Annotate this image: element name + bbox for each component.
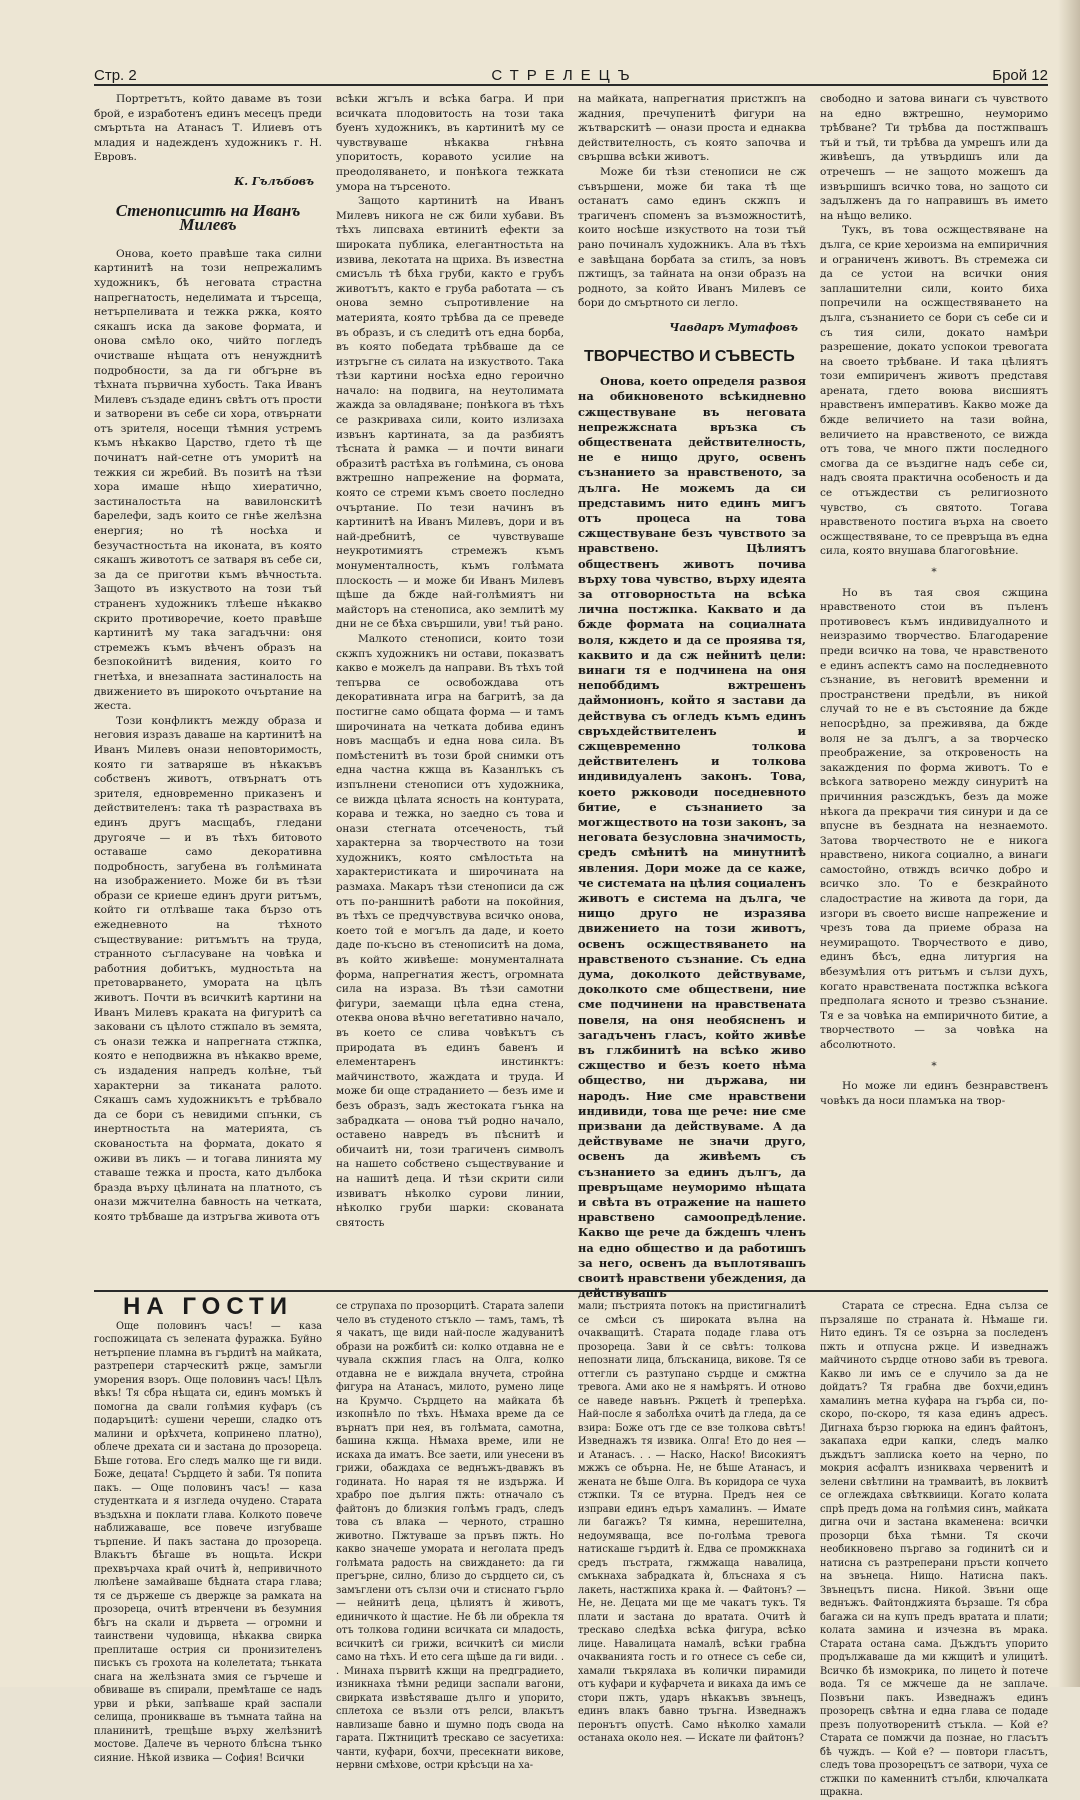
story-na-gosti <box>94 1293 1048 1798</box>
paragraph: Още половинъ часъ! — каза госпожицата съ зелената фуражка. Буйно нетърпение пламна въ гърдитѣ на майката, разтрепери старческитѣ ржце, замъгли уморения взоръ. Още половинъ часъ! Цѣлъ вѣкъ! Тя сбра нѣщата си, единъ момъкъ ѝ помогна да свали голѣмия куфаръ (съ подаръцитѣ: сушени череши, сладко отъ малини и орѣхчета, коприненo платно), облече дрехата си и застана до прозореца. Бѣше готова. Его следъ малко ще ги види. Боже, децата! Сърдцето ѝ заби. Тя попита пакъ. — Още половинъ часъ! — каза студентката и я изгледа очудено. Старата въздъхна и поклати глава. Колкото повече наближаваше, все повече изгубваше търпение. И пакъ застана до прозореца. Влакътъ бѣгаше въ нощьта. Искри прехвърчаха край очитѣ ѝ, непривичното люлѣене замайваше бѣдната стара глава; тя се държеше съ двержце за рамката на прозореца, очитѣ втренчени въ безумния бѣгъ на скали и дървета — огромни и таинствени чудовища, нѣкаква свирка преплиташе острия си пронизителенъ писъкъ съ грохота на колелетата; тънката снага на желѣзната змия се гърчеше и обвиваше въ спирали, премѣташе се надъ урви и рѣки, запѣваше край заспали селища, проникваше въ тъмната тайна на планинитѣ, трещѣше върху желѣзнитѣ мостове. Далече въ черното блѣсна тънко сияние. Нѣкой извика — София! Всички <box>94 1320 322 1764</box>
paragraph: Но въ тая своя сжщина нравственото стои въ пъленъ противовесъ къмъ индивидуалното и неизразимо творчество. Благодарение преди всичко на това, че нравственото е единъ аспектъ само на последневното съзнание, въ неговитѣ временни и пространствени предѣли, въ никой случай то не е въ състояние да бжде непосрѣдно, за преживява, да бжде воля не за дългъ, а за творческо преображение, за откровеность на закаждения по форма животъ. То е всѣкога затворено между синуритѣ на причинния разсждъкъ, безъ да може нѣкога да прекрачи тия синури и да се впусне въ бездната на незнаемото. Затова творчеството не е никога нравствено, никога социално, а винаги самостойно, отвждъ всичко добро и всичко зло. То е безкрайното сладострастие на живота да гори, да изгори въ своето висше напрежение и чрезъ това да приеме образа на неумиращото. Творчеството е диво, единъ бѣсъ, една литургия на вбезумѣлия отъ ритъмъ и сълзи духъ, когато нравствената постжпка всѣкога предполага ясното и трезво съзнание. Тя е за човѣка на емпиричното битие, а творчеството — за човѣка на абсолютното. <box>820 586 1048 1051</box>
bold-article <box>578 374 806 1301</box>
column-4 <box>820 92 1048 1301</box>
top-articles <box>94 92 1048 1301</box>
story-column-4 <box>820 1300 1048 1800</box>
column-2 <box>336 92 564 1301</box>
author-signature: К. Гълъбовъ <box>234 174 314 188</box>
author-signature: Чавдаръ Мутафовъ <box>669 320 798 334</box>
paragraph: Тукъ, въ това осжществяване на дълга, се крие хероизма на емпиричния и ограниченъ животъ. Въ стремежа си да се устои на всички ония заплашителни сили, които биха попречили на осжществяването на дълга, съзнанието се бори съ себе си и съ тия сили, докато намѣри разрешение, докато успокои тревогата на своето трѣбване. И така цѣлиятъ този емпириченъ животъ представя арената, гдето воюва висшиятъ нравственъ императивъ. Какво може да бжде величието на тази война, величието на нравственото, се вижда отъ това, че много пжти последного смогва да се въздигне надъ себе си, надъ своята практична особеность и да се отъждестви съ религиозното чувство, съ святото. Тогава нравственото постига върха на своето осжществяване, то се превръща въ една сила, която внушава благоговѣние. <box>820 224 1048 558</box>
column-1 <box>94 92 322 1301</box>
paragraph: на майката, напрегнатия пристжпъ на жадния, пречупенитѣ фигури на жътварскитѣ — онази проста и еднаква действителность, съ която започва и свършва всѣки животъ. <box>578 93 806 164</box>
paragraph: Но може ли единъ безнравственъ човѣкъ да носи пламъка на твор- <box>820 1080 1048 1107</box>
story-column-1 <box>94 1293 322 1800</box>
section-divider <box>94 1290 1048 1292</box>
article-title-creativity: ТВОРЧЕСТВО И СЪВЕСТЬ <box>584 347 795 365</box>
paragraph: мали; пъстрията потокъ на пристигналитѣ се смѣси съ широката вълна на очакващитѣ. Старата подаде глава отъ прозореца. Зави ѝ се свѣтъ: толкова непознати лица, блъсканица, викове. Тя се оттегли съ разтупано сърдце и смжтна тревога. Ами ако не я намѣрятъ. И отново се наведе навънъ. Ржцетѣ ѝ треперѣха. Най-после я заболѣха очитѣ да гледа, да се взира: Боже отъ где се взе толкова свѣтъ! Изведнажъ тя извика. Олга! Ето до нея — и Атанасъ. . . — Наско, Наско! Високиятъ мжжъ се обърна. Не, не бѣше Атанасъ, и жената не бѣше Олга. Въ коридора се чуха стжпки. Тя се втурна. Предъ нея се изправи единъ едъръ хамалинъ. — Имате ли багажъ? Тя кимна, нерешителна, недоумяваща, все по-голѣма тревога натискаше гърдитѣ ѝ. Едва се промжкнаха средъ пъстрата, гжмжаща навалица, смъкнаха забрадката ѝ, блъснаха я съ лакеть, настжпиха крака ѝ. — Файтонъ? — Не, не. Децата ми ще ме чакатъ тукъ. Тя плати и застана до вратата. Очитѣ ѝ трескаво следѣха всѣка фигура, всѣко лице. Навалицата намалѣ, всѣки грабна очакванията гость и го отнесе съ себе си, хамали тъкрялаха въ колички пирамиди отъ куфари и куфарчета и викаха да имъ се стори пжть, ударъ нѣкакъвъ звънецъ, единъ влакъ бавно тръгна. Изведнажъ перонътъ опустѣ. Само нѣколко хамали останаха около нея. — Искате ли файтонъ? <box>578 1301 806 1744</box>
column-3 <box>578 92 806 1301</box>
paragraph: се струпаха по прозорцитѣ. Старата залепи чело въ студеното стъкло — тамъ, тамъ, тѣ я чакатъ, ще види най-после жадуванитѣ образи на рожбитѣ си: колко отдавна не е чувала скжпия гласъ на Олга, колко отдавна не е виждала внучета, стройна фигура на Атанасъ, милото, румено лице на Крумчо. Сърдцето на майката бѣ изкопнѣло по тѣхъ. Нѣмаха време да се върнатъ при нея, въ голѣмата, самотна, башина кжща. Нѣмаха време, или не искаха да иматъ. Все заети, или унесени въ грижи, обаждаха се веднъжъ-двавжъ въ годината. Но нарая тя не издържа. И храбро пое дългия пжть: отначало съ файтонъ до близкия голѣмъ градъ, следъ това съ влака — черното, страшно животно. Пжтуваше за пръвъ пжть. Но какво значеше умората и неголата предъ голѣмата радость на свиждането: да ги прегърне, силно, близо до сърдцето си, съ замъглени отъ сълзи очи и стиснато гърло — нейнитѣ деца, цѣлиятъ ѝ животъ, единичкото ѝ щастие. Не бѣ ли обрекла тя отъ толкова години всичката си младость, всичкитѣ си грижи, всичкитѣ си мисли само на тѣхъ. И ето сега щѣше да ги види. . . Минаха първитѣ кжщи на предградието, изникнаха тѣмни редици заспали вагони, свирката извѣстяваше дълго и упорито, сплетоха се възли отъ релси, влакътъ навлизаше бавно и шумно подъ свода на гарата. Пжтницитѣ трескаво се засуетиха: чанти, куфари, бохчи, пресекнати викове, нервни смѣхове, остри крѣсъци на ха- <box>336 1301 564 1771</box>
page-edge-shadow <box>1058 0 1080 1687</box>
paragraph: Онова, което определя развоя на обикновеното всѣкидневно сжществуване въ неговата непрежжсната връзка съ обществената действителность, не е нищо друго, освенъ съзнанието за нравственото, за дълга. Не можемъ да си представимъ нито единъ мигъ отъ процеса на това сжществуване безъ чувството за нравствено. Цѣлиятъ общественъ животъ почива върху това чувство, върху идеята за отговорностьта на всѣка лична постжпка. Каквато и да бжде формата на социалната воля, кждето и да се прояява тя, каквито и да сж нейнитѣ цели: винаги тя е подчинена на оня непоббдимъ вжтрешенъ даймонионъ, който я застави да действува съ огледъ къмъ единъ свръхдействителенъ и сжщевременно толкова действителенъ и толкова индивидуаленъ законъ. Това, което ржководи поседневното битие, е съзнанието за могжществото на този законъ, за неговата безусловна значимость, средъ смѣнитѣ на минутнитѣ явления. Дори може да се каже, че системата на цѣлия социаленъ животъ е система на дълга, че нищо друго не изразява движението на този животъ, освенъ осжществяването на нравственото съзнание. Съ една дума, доколкото действуваме, доколкото сме обществени, ние сме подчинени на нравствената повеля, на оня необясненъ и загадъченъ гласъ, който живѣе въ глжбинитѣ на всѣко живо сжщество и безъ което нѣма общество, ни държава, ни народъ. Ние сме нравствени индивиди, това ще рече: ние сме призвани да действуваме. А да действуваме не значи друго, освенъ да живѣемъ съ съзнанието за единъ дългъ, да превръщаме неуморимо нѣщата и свѣта въ отражение на нашето нравствено самоопредѣление. Какво ще рече да бждешъ членъ на едно общество и да работишъ за него, освенъ да въплотявашъ своитѣ нравствени убеждения, да действувашъ <box>578 374 807 1301</box>
paragraph: Защото картинитѣ на Иванъ Милевъ никога не сж били хубави. Въ тѣхъ липсваха евтинитѣ ефекти за широката публика, елегантностьта на извива, лекотата на щриха. Въ известна смисъль тѣ бѣха груби, както е грубъ животътъ, както е груба работата — съ онова земно съпротивление на материята, която трѣбва да се преведе въ образъ, и съ следитѣ отъ една борба, въ която победата трѣбваше да се изтръгне съ силата на изкуството. Така тѣзи картини носѣха едно героично начало: на подвига, на неутолимата жажда за овладяване; понѣкога въ тѣхъ се разкриваха сили, които излизаха извънъ картината, за да разбиятъ тѣсната ѝ рамка — и почти винаги образитѣ растѣха въ голѣмина, съ онова вжтрешно напрежение на формата, която се стреми къмъ своето последно очъртание. По тези начинъ въ картинитѣ на Иванъ Милевъ, дори и въ най-дребнитѣ, се чувствуваше неукротимиятъ стремежъ къмъ монументалность, къмъ голѣмата плоскость — и може би Иванъ Милевъ щѣше да бжде най-голѣмиятъ ни майсторъ на стенописа, ако землитѣ му дни не се бѣха свършили, уви! тъй рано. <box>336 195 564 631</box>
paragraph: Старата се стресна. Една сълза се пързаляше по странатa ѝ. Нѣмаше ги. Нито единъ. Тя се озърна за последенъ пжть и отпусна ржце. И изведнажъ майчиното сърдце отново заби въ тревога. Какво ли имъ се е случило за да не дойдатъ? Тя грабна две бохчи,единъ хамалинъ метна куфара на гърба си, по-скоро, по-скоро, тя каза единъ адресъ. Дигнаха бързо гюрюка на единъ файтонъ, закапаха едри капки, следъ малко дъждътъ заплиска което на черно, по мокрия асфалтъ изникваха червенитѣ и зелени свѣтлини на трамваитѣ, въ локвитѣ се оглеждаха свѣтквиици. Когато колата спрѣ предъ дома на голѣмия синъ, майката дигна очи и застана вкаменена: всички прозорци бѣха тѣмни. Тя скочи необикновено пъргаво за годинитѣ си и натисна съ разтреперани пръсти копчето на звънеца. Нищо. Натисна пакъ. Звънецътъ писна. Никой. Звъни още веднъжъ. Файтонджията бързаше. Тя сбра багажа си на купъ предъ вратата и плати; колата замина и изчезна въ мрака. Старата остана сама. Дъждътъ упорито продължаваше да ми кжщитѣ и улицитѣ. Всичко бѣ измокрика, по лицето ѝ потече вода. Тя се мжчеше да не заплаче. Позвъни пакъ. Изведнажъ единъ прозорецъ свѣтна и една глава се подаде презъ полуотворенитѣ стъкла. — Кой е? Старата се помжчи да познае, но гласътъ бѣ чуждъ. — Кой е? — повтори гласътъ, следъ това прозорецътъ се затвори, чуха се стжпки по каменнитѣ стълби, ключалката щракна. <box>820 1301 1048 1798</box>
page-header <box>94 58 1048 86</box>
page-number: Стр. 2 <box>94 67 137 84</box>
section-separator: * <box>931 566 937 578</box>
portrait-note: Портретътъ, който даваме въ този брой, е изработенъ единъ месецъ преди смъртьта на Атанасъ Т. Илиевъ отъ младия и надежденъ художникъ г. Н. Евровъ. <box>94 93 322 164</box>
paragraph: Този конфликтъ между образа и неговия изразъ даваше на картинитѣ на Иванъ Милевъ онази неповторимость, която ги затваряше въ нѣкакъвъ собственъ животъ, отвърнатъ отъ зрителя, едновременно приказенъ и действителенъ: така тѣ разрастваха въ единъ другъ масщабъ, гледани другояче — и въ тѣхъ битовото оставаше само декоративна подробность, загубена въ голѣмината на изображението. Може би въ тѣзи образи се криеше единъ други ритъмъ, който ги отлѣваше така бързо отъ ежедневното на тѣхното съществувание: ритъмътъ на труда, странното съгласуване на човѣка и работния добитъкъ, мудностьта на претоварването, умората на цѣлъ животъ. Почти въ всичкитѣ картини на Иванъ Милевъ краката на фигуритѣ са заковани съ цѣлото стжпало въ земята, съ онази тежка и напрегната стжпка, която е неподвижна въ нѣкакво време, съ издадения напредъ колѣне, тъй характерни за тиканата ралото. Сякашъ самъ художникътъ е трѣбвало да се бори съ невидими спънки, съ инертностьта на материята, съ скованостьта на формата, докато я оживи въ ликъ — и тогава линията му ставаше тежка и проста, като дълбока бразда върху цѣлината на платното, съ онази мжчителна бавность на четката, която трѣбваше да изтръгва живота отъ <box>94 714 322 1223</box>
story-column-2 <box>336 1300 564 1800</box>
paragraph: Онова, което правѣше така силни картинитѣ на този непрежалимъ художникъ, бѣ неговата страстна напрегнатость, неделимата и търсеща, нетърпеливата и тежка ржка, която сякашъ иска да закове формата, и онова смѣло око, чийто погледъ очистваше нѣщата отъ ненужднитѣ подробности, за да ги обгърне въ тѣхната първична хубость. Така Иванъ Милевъ създаде единъ свѣтъ отъ прости и затворени въ себе си хора, отвърнати отъ зрителя, носещи тѣмния устремъ къмъ нѣкакво Царство, гдето тѣ ще починатъ най-сетне отъ уморитѣ на тежкия си жребий. Въ позитѣ на тѣзи хора имаше нѣщо хиератично, застиналостьта на вавилонскитѣ барелефи, задъ които се гнѣе желѣзна енергия; но тѣ носѣха и безучастностьта на иконата, въ която сякашъ живототъ се затваря въ себе си, за да се приготви къмъ вѣчностьта. Защото въ изкуството на този тъй страненъ художникъ тлѣеше нѣкакво скрито противоречие, което правѣше картинитѣ му така загадъчни: оня стремежъ къмъ вѣченъ образъ на безпокойнитѣ видения, които го гнетѣха, и внезапната застиналость на движението въ широкото очъртание на жеста. <box>94 247 322 713</box>
section-separator: * <box>931 1059 937 1072</box>
paragraph: Може би тѣзи стенописи не сж съвършени, може би така тѣ ще останатъ само единъ скжпъ и трагиченъ споменъ за възможноститѣ, които носѣше изкуството на този тъй рано починалъ художникъ. Ала въ тѣхъ е завѣщана борбата за стилъ, за новъ пжтищъ, за тайната на онзи образъ на родното, за който Иванъ Милевъ се бори до смъртното си легло. <box>578 165 806 310</box>
paragraph: Малкото стенописи, които този скжпъ художникъ ни остави, показватъ какво е можелъ да направи. Въ тѣхъ той тепърва се освобождава отъ декоративната игра на багритѣ, за да постигне само общата форма — и тамъ широчината на четката добива единъ новъ масщабъ и една нова сила. Въ помѣстенитѣ въ този брой снимки отъ една частна кжща въ Казанлъкъ съ изпълнени стенописи отъ художника, се вижда цѣлата ясность на контурата, корава и тежка, но заедно съ това и онази стегната отсеченость, тъй характерна за творчеството на този художникъ, която смѣлостьта на характеристиката и широчината на размаха. Макаръ тѣзи стенописи да сж отъ по-раншнитѣ работи на покойния, въ тѣхъ се предчувствува всичко онова, което той е могълъ да даде, и което даде по-късно въ стенописитѣ на дома, въ който живѣеше: монументалната форма, напрегнатия жестъ, огромната сила на израза. Въ тѣзи самотни фигури, заемащи цѣла една стена, отеква онова вѣчно вегетативно начало, въ което се слива човѣкътъ съ природата въ единъ бавенъ и елементаренъ инстинктъ: майчинството, жаждата и труда. И може би още страданието — безъ име и безъ образъ, задъ жестоката гънка на забрадката — онова тъй родно начало, оставено навредъ въ пѣснитѣ и обичаитѣ ни, този трагиченъ символъ на нашето собствено съществувание и на нашитѣ деца. И тѣзи скрити сили извиватъ нѣколко сурови линии, нѣколко груби шарки: скованата святость <box>336 632 564 1229</box>
issue-number: Брой 12 <box>992 67 1048 84</box>
story-title: НА ГОСТИ <box>123 1293 293 1320</box>
paragraph: свободно и затова винаги съ чувството на едно вжтрешно, неуморимо трѣбване? Ти трѣбва да постжпвашъ тъй и тъй, ти трѣбва да умрешъ или да живѣешъ, да утвърдишъ или да отречешъ — не защото можешъ да извършишъ всичко това, но защото си задълженъ да го направишъ въ името на нѣщо велико. <box>820 93 1048 222</box>
newspaper-title: СТРЕЛЕЦЪ <box>491 67 638 84</box>
paragraph: всѣки жгълъ и всѣка багра. И при всичката плодовитость на този така буенъ художникъ, въ картинитѣ му се чувствуваше нѣкаква гнѣвна упоритость, коравото усилие на преодоляването, и понѣкога тежката умора на търсеното. <box>336 93 564 193</box>
article-title-murals: Стенописитѣ на Иванъ Милевъ <box>115 200 301 235</box>
story-column-3 <box>578 1300 806 1800</box>
